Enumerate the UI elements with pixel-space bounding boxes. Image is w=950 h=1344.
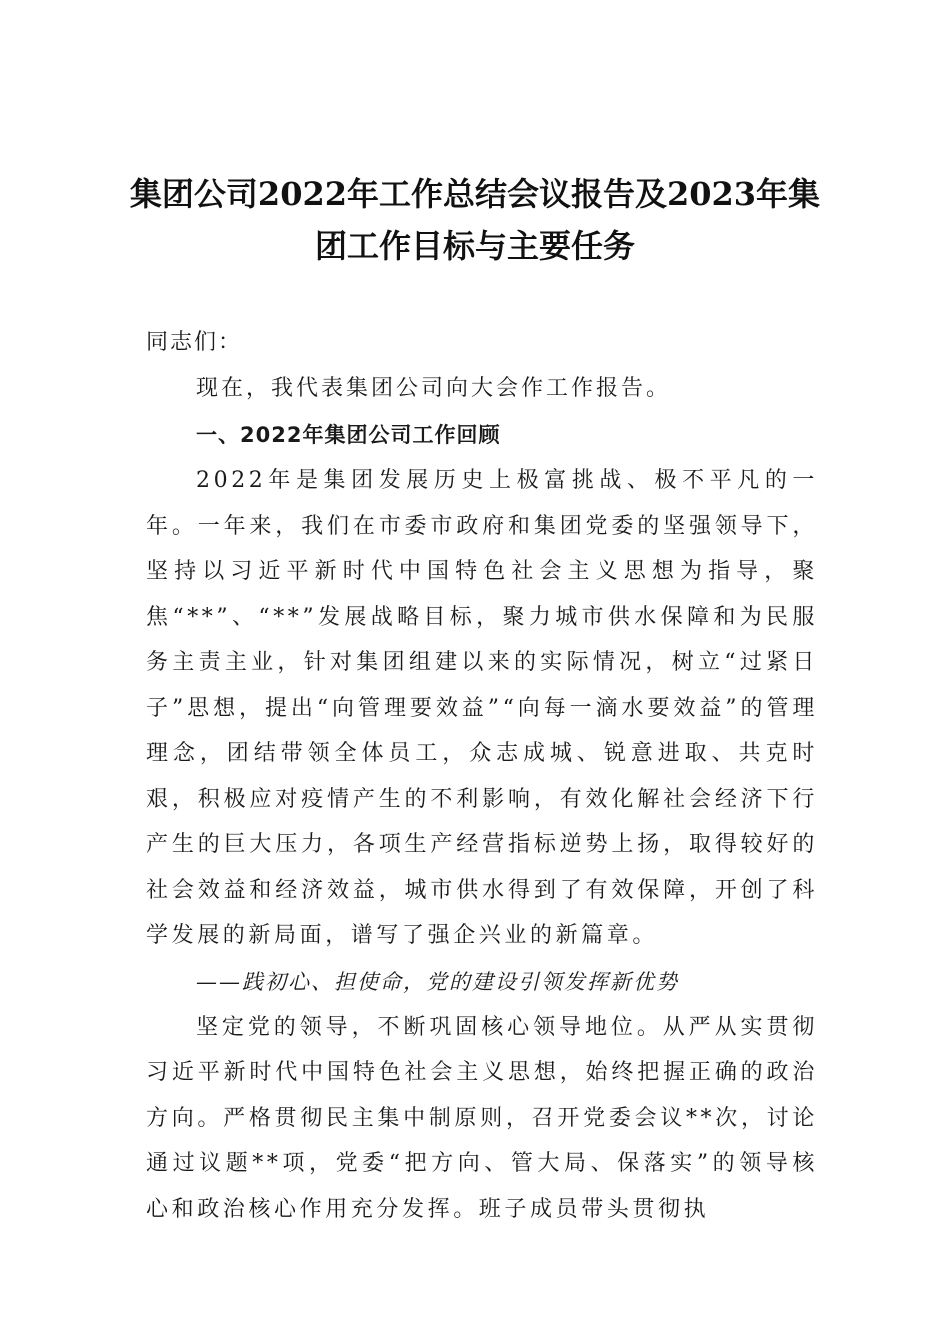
intro-paragraph: 现在，我代表集团公司向大会作工作报告。 [196, 376, 672, 401]
paragraph-review: 2022年是集团发展历史上极富挑战、极不平凡的一年。一年来，我们在市委市政府和集团党委的坚强领导下，坚持以习近平新时代中国特色社会主义思想为指导，聚焦“**”、“**”发展战略目标，聚力城市供水保障和为民服务主责主业，针对集团组建以来的实际情况，树立“过紧日子”思想，提出“向管理要效益”“向每一滴水要效益”的管理理念，团结带领全体员工，众志成城、锐意进取、共克时艰，积极应对疫情产生的不利影响，有效化解社会经济下行产生的巨大压力，各项生产经营指标逆势上扬，取得较好的社会效益和经济效益，城市供水得到了有效保障，开创了科学发展的新局面，谱写了强企兴业的新篇章。 [146, 468, 818, 948]
document-title: 集团公司2022年工作总结会议报告及2023年集团工作目标与主要任务 [129, 175, 821, 265]
salutation: 同志们： [146, 330, 243, 355]
subheading: ——践初心、担使命，党的建设引领发挥新优势 [196, 969, 679, 994]
section-heading: 一、2022年集团公司工作回顾 [196, 423, 501, 447]
document-body [146, 320, 818, 1232]
paragraph-party-leadership: 坚定党的领导，不断巩固核心领导地位。从严从实贯彻习近平新时代中国特色社会主义思想，始终把握正确的政治方向。严格贯彻民主集中制原则，召开党委会议**次，讨论通过议题**项，党委“把方向、管大局、保落实”的领导核心和政治核心作用充分发挥。班子成员带头贯彻执 [146, 1014, 818, 1222]
